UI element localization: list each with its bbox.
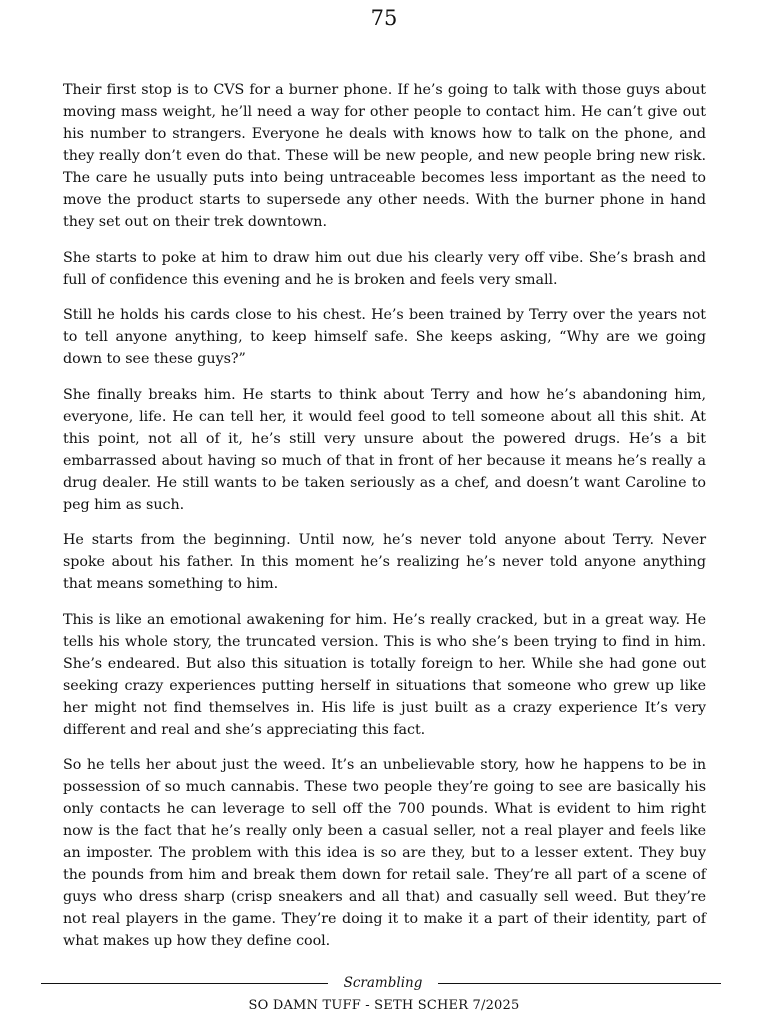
paragraph: Still he holds his cards close to his chest. He’s been trained by Terry over the years not to tell anyone anything, to keep himself safe. She keeps asking, “Why are we going down to see these guys?” (63, 307, 706, 367)
footer-rule-left (41, 983, 328, 984)
footer-rule-right (438, 983, 721, 984)
footer-chapter-title: Scrambling (343, 975, 423, 991)
body-text (63, 79, 706, 966)
paragraph: This is like an emotional awakening for him. He’s really cracked, but in a great way. He tells his whole story, the truncated version. This is who she’s been trying to find in him. She’s endeared. But also this situation is totally foreign to her. While she had gone out seeking crazy experiences putting herself in situations that someone who grew up like her might not find themselves in. His life is just built as a crazy experience It’s very different and real and she’s appreciating this fact. (63, 611, 706, 738)
paragraph: She starts to poke at him to draw him out due his clearly very off vibe. She’s brash and full of confidence this evening and he is broken and feels very small. (63, 249, 706, 288)
footer-credit: SO DAMN TUFF - SETH SCHER 7/2025 (248, 998, 520, 1013)
page-number: 75 (370, 6, 398, 30)
paragraph: She finally breaks him. He starts to think about Terry and how he’s abandoning him, everyone, life. He can tell her, it would feel good to tell someone about all this shit. At this point, not all of it, he’s still very unsure about the powered drugs. He’s a bit embarrassed about having so much of that in front of her because it means he’s really a drug dealer. He still wants to be taken seriously as a chef, and doesn’t want Caroline to peg him as such. (63, 386, 706, 513)
paragraph: Their first stop is to CVS for a burner phone. If he’s going to talk with those guys about moving mass weight, he’ll need a way for other people to contact him. He can’t give out his number to strangers. Everyone he deals with knows how to talk on the phone, and they really don’t even do that. These will be new people, and new people bring new risk. The care he usually puts into being untraceable becomes less important as the need to move the product starts to supersede any other needs. With the burner phone in hand they set out on their trek downtown. (63, 82, 706, 230)
paragraph: So he tells her about just the weed. It’s an unbelievable story, how he happens to be in possession of so much cannabis. These two people they’re going to see are basically his only contacts he can leverage to sell off the 700 pounds. What is evident to him right now is the fact that he’s really only been a casual seller, not a real player and feels like an imposter. The problem with this idea is so are they, but to a lesser extent. They buy the pounds from him and break them down for retail sale. They’re all part of a scene of guys who dress sharp (crisp sneakers and all that) and casually sell weed. But they’re not real players in the game. They’re doing it to make it a part of their identity, part of what makes up how they define cool. (63, 757, 706, 949)
paragraph: He starts from the beginning. Until now, he’s never told anyone about Terry. Never spoke about his father. In this moment he’s realizing he’s never told anyone anything that means something to him. (63, 532, 706, 592)
